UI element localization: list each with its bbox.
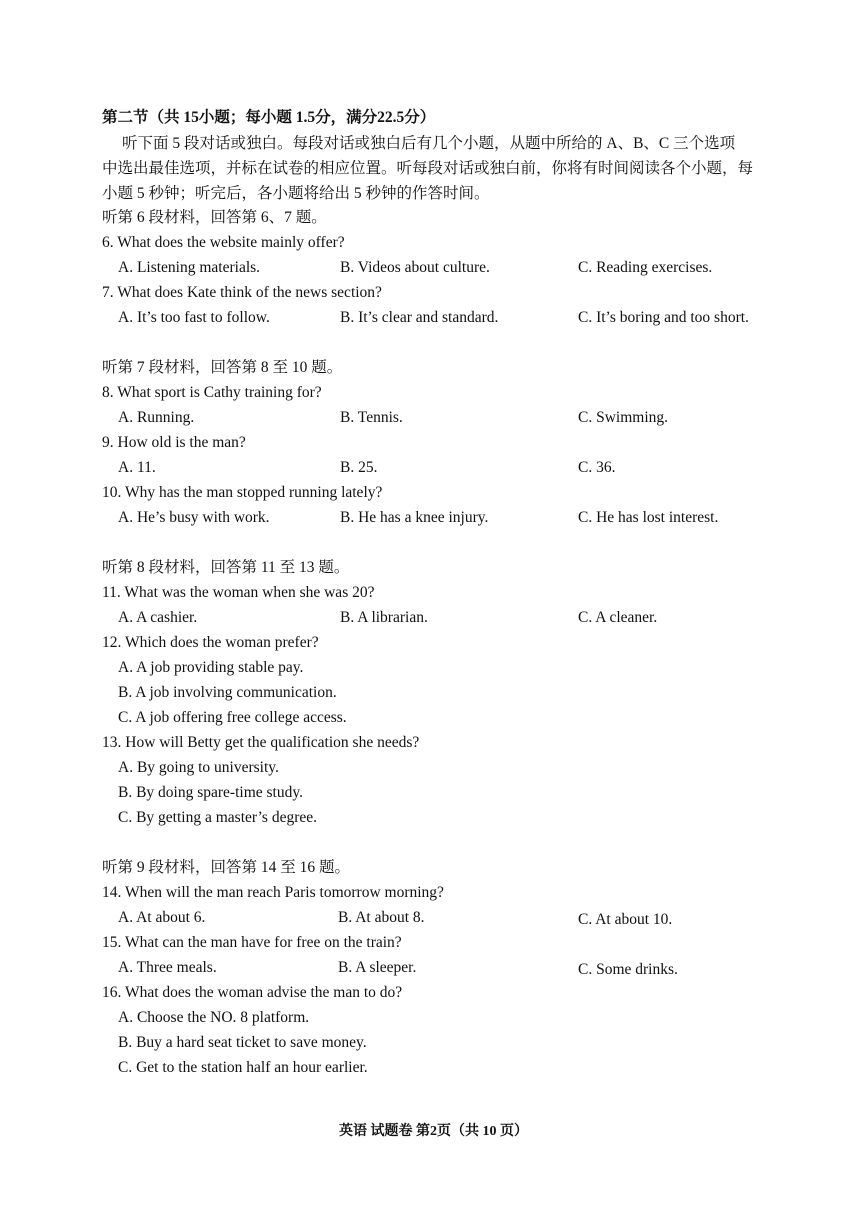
option-10b: B. He has a knee injury. <box>340 509 489 526</box>
option-7a: A. It’s too fast to follow. <box>118 309 270 326</box>
page-footer: 英语 试题卷 第2页（共 10 页） <box>339 1124 528 1139</box>
option-10a: A. He’s busy with work. <box>118 509 270 526</box>
option-11a: A. A cashier. <box>118 609 198 626</box>
option-8a: A. Running. <box>118 409 195 426</box>
option-13c: C. By getting a master’s degree. <box>118 809 318 826</box>
option-16a: A. Choose the NO. 8 platform. <box>118 1009 310 1026</box>
option-11b: B. A librarian. <box>340 609 428 626</box>
option-15b: B. A sleeper. <box>338 959 417 976</box>
option-9c: C. 36. <box>578 459 616 476</box>
question-10: 10. Why has the man stopped running lately? <box>102 484 383 501</box>
instructions-line-3: 小题 5 秒钟；听完后，各小题将给出 5 秒钟的作答时间。 <box>102 185 490 202</box>
option-9b: B. 25. <box>340 459 378 476</box>
option-14b: B. At about 8. <box>338 909 425 926</box>
option-6a: A. Listening materials. <box>118 259 261 276</box>
option-14c: C. At about 10. <box>578 911 673 928</box>
option-15a: A. Three meals. <box>118 959 217 976</box>
question-6: 6. What does the website mainly offer? <box>102 234 345 251</box>
question-11: 11. What was the woman when she was 20? <box>102 584 375 601</box>
option-9a: A. 11. <box>118 459 156 476</box>
passage-heading: 听第 9 段材料，回答第 14 至 16 题。 <box>102 859 351 876</box>
option-14a: A. At about 6. <box>118 909 206 926</box>
section-title: 第二节（共 15小题；每小题 1.5分，满分22.5分） <box>102 109 436 126</box>
question-9: 9. How old is the man? <box>102 434 246 451</box>
option-10c: C. He has lost interest. <box>578 509 719 526</box>
option-8c: C. Swimming. <box>578 409 669 426</box>
option-13b: B. By doing spare-time study. <box>118 784 303 801</box>
question-7: 7. What does Kate think of the news section? <box>102 284 382 301</box>
passage-heading: 听第 6 段材料，回答第 6、7 题。 <box>102 209 327 226</box>
option-6c: C. Reading exercises. <box>578 259 713 276</box>
question-14: 14. When will the man reach Paris tomorrow morning? <box>102 884 444 901</box>
passage-heading: 听第 8 段材料，回答第 11 至 13 题。 <box>102 559 350 576</box>
instructions-line-1: 听下面 5 段对话或独白。每段对话或独白后有几个小题，从题中所给的 A、B、C 三个选项 <box>122 135 736 152</box>
option-8b: B. Tennis. <box>340 409 403 426</box>
option-13a: A. By going to university. <box>118 759 279 776</box>
instructions-line-2: 中选出最佳选项，并标在试卷的相应位置。听每段对话或独白前，你将有时间阅读各个小题，每 <box>102 160 754 177</box>
option-6b: B. Videos about culture. <box>340 259 490 276</box>
option-7b: B. It’s clear and standard. <box>340 309 499 326</box>
option-16c: C. Get to the station half an hour earlier. <box>118 1059 368 1076</box>
option-12b: B. A job involving communication. <box>118 684 337 701</box>
option-15c: C. Some drinks. <box>578 961 678 978</box>
question-16: 16. What does the woman advise the man to do? <box>102 984 403 1001</box>
option-16b: B. Buy a hard seat ticket to save money. <box>118 1034 367 1051</box>
question-8: 8. What sport is Cathy training for? <box>102 384 322 401</box>
passage-heading: 听第 7 段材料，回答第 8 至 10 题。 <box>102 359 343 376</box>
option-12c: C. A job offering free college access. <box>118 709 347 726</box>
question-13: 13. How will Betty get the qualification she needs? <box>102 734 420 751</box>
question-12: 12. Which does the woman prefer? <box>102 634 319 651</box>
option-12a: A. A job providing stable pay. <box>118 659 304 676</box>
question-15: 15. What can the man have for free on the train? <box>102 934 402 951</box>
option-11c: C. A cleaner. <box>578 609 658 626</box>
option-7c: C. It’s boring and too short. <box>578 309 749 326</box>
